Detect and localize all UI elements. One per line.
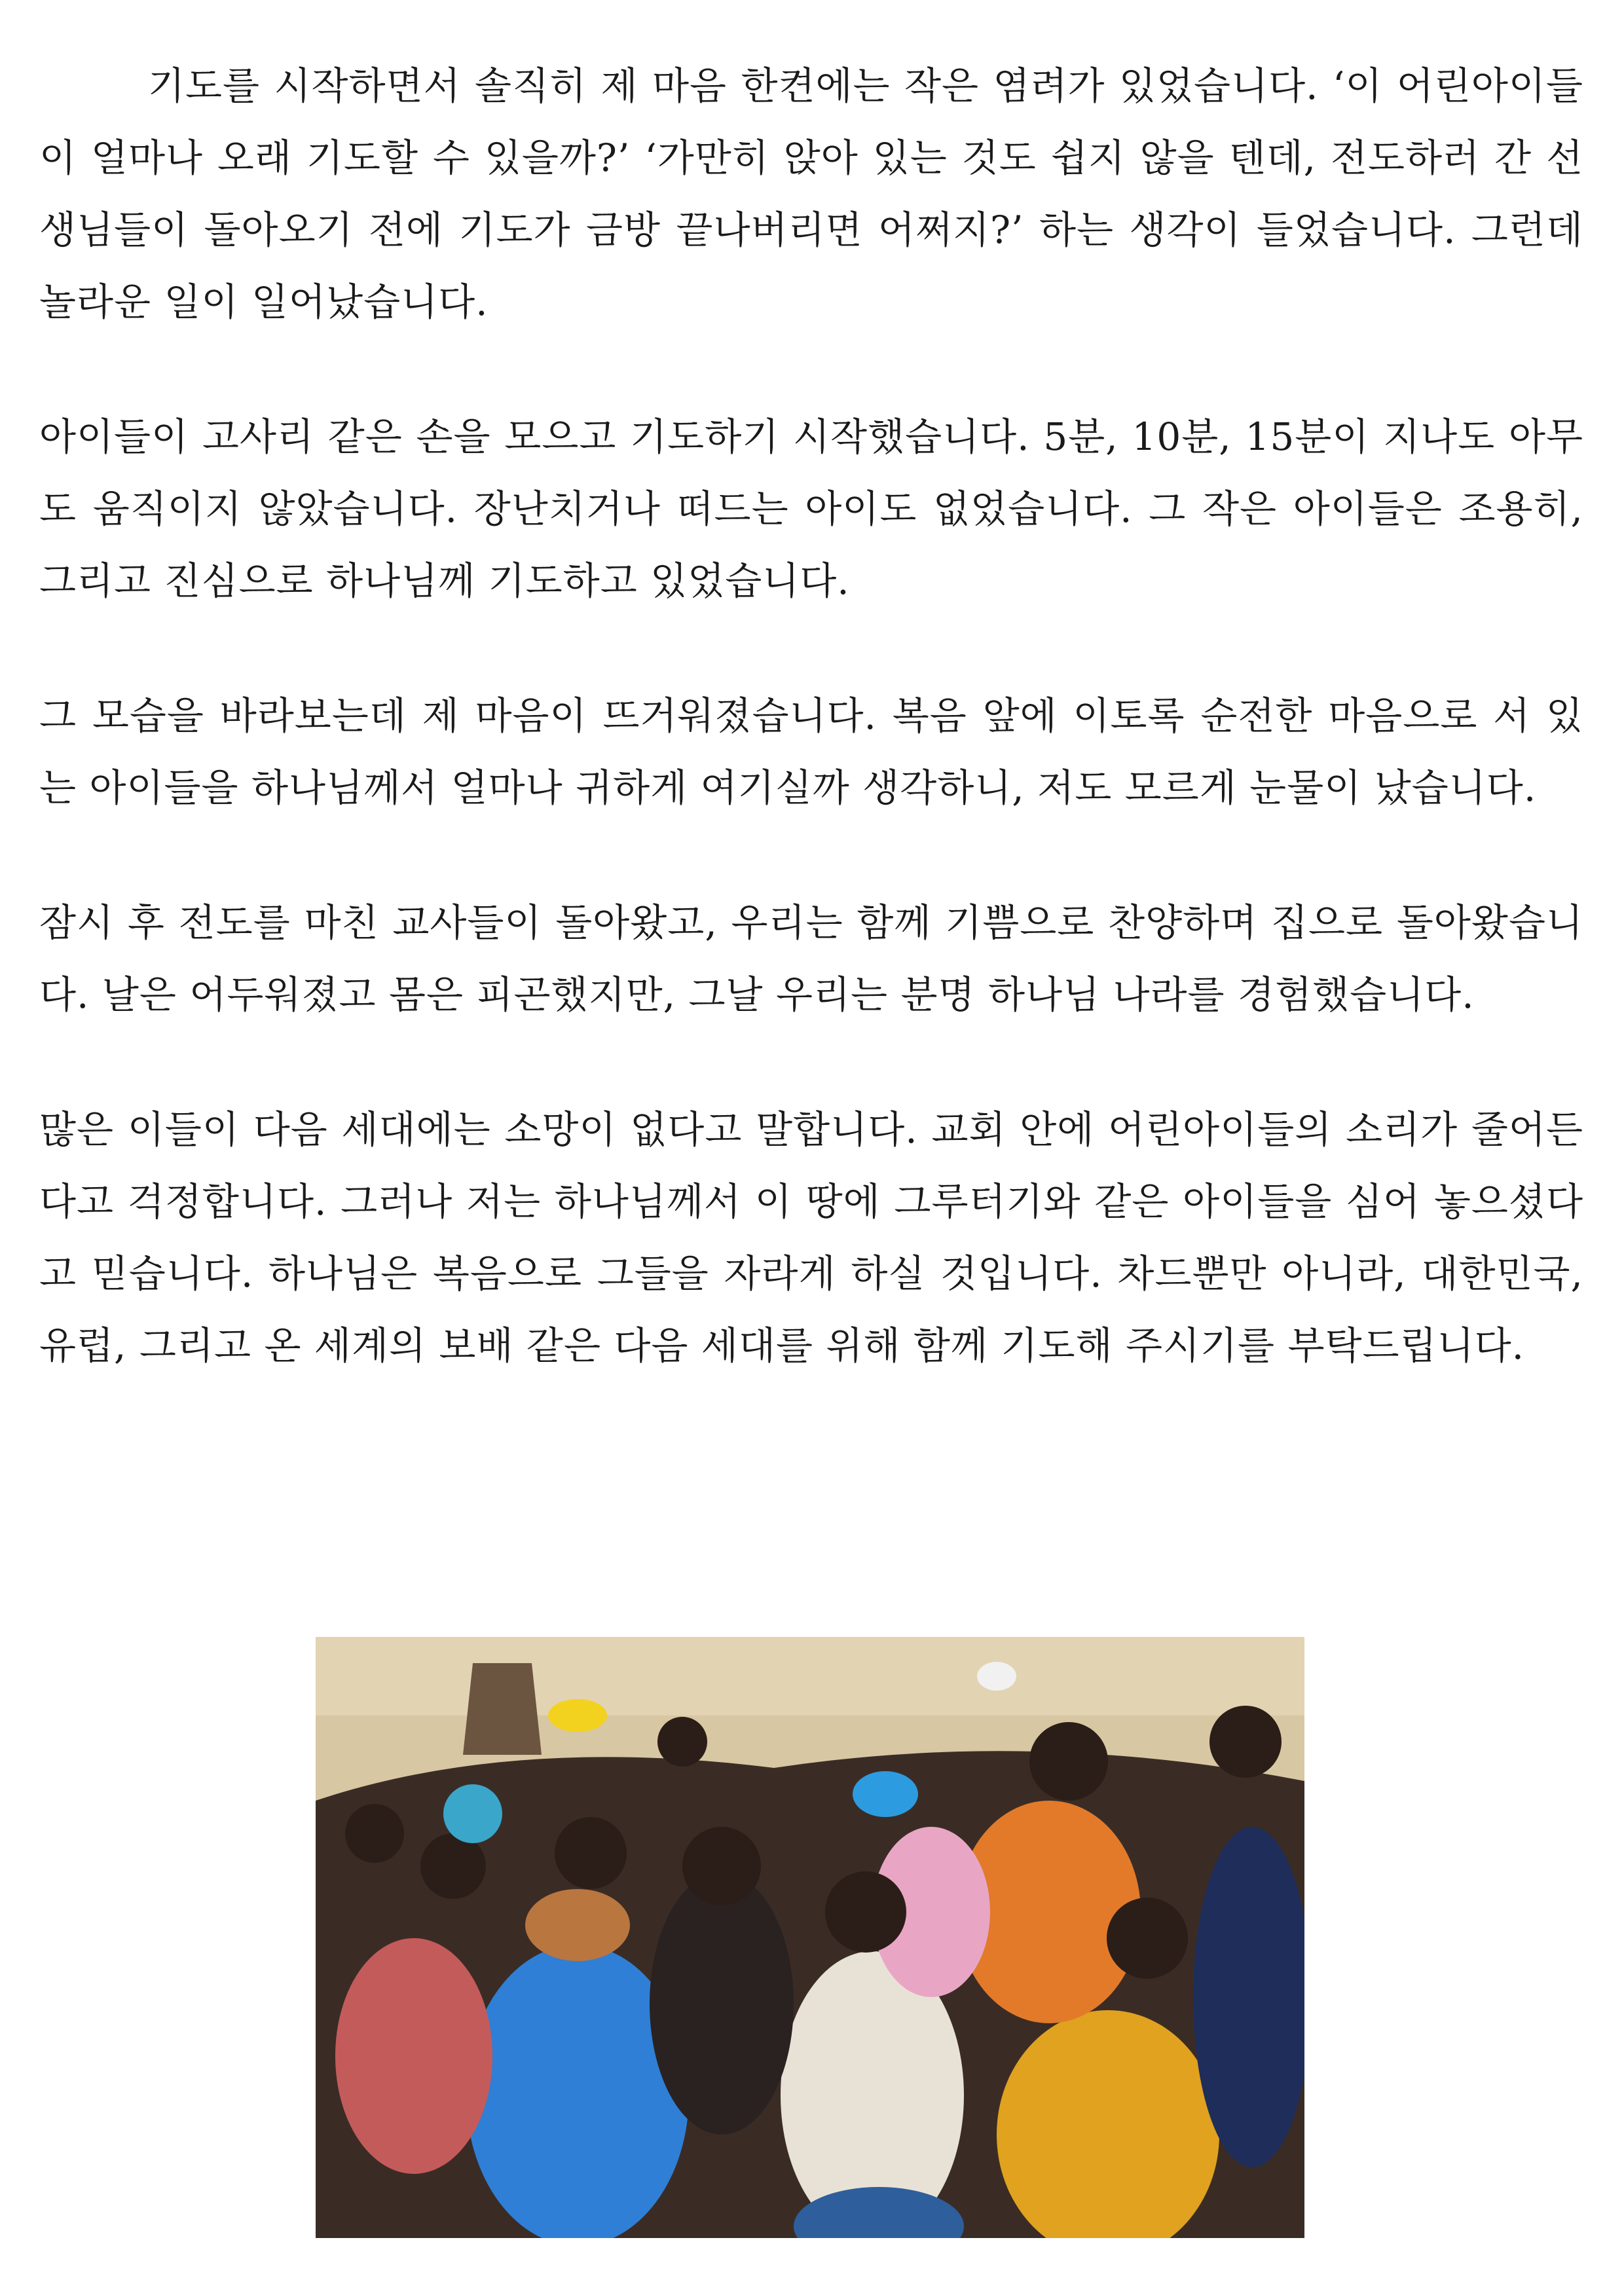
- children-group-photo: [316, 1637, 1304, 2238]
- photo-illustration: [316, 1637, 1304, 2238]
- article-body: [39, 50, 1583, 1444]
- paragraph-3: 그 모습을 바라보는데 제 마음이 뜨거워졌습니다. 복음 앞에 이토록 순전한 마음으로 서 있는 아이들을 하나님께서 얼마나 귀하게 여기실까 생각하니, 저도 모르게 눈물이 났습니다.: [39, 693, 1583, 810]
- paragraph-5: 많은 이들이 다음 세대에는 소망이 없다고 말합니다. 교회 안에 어린아이들의 소리가 줄어든다고 걱정합니다. 그러나 저는 하나님께서 이 땅에 그루터기와 같은 아이들을 심어 놓으셨다고 믿습니다. 하나님은 복음으로 그들을 자라게 하실 것입니다. 차드뿐만 아니라, 대한민국, 유럽, 그리고 온 세계의 보배 같은 다음 세대를 위해 함께 기도해 주시기를 부탁드립니다.: [39, 1107, 1583, 1368]
- paragraph-4: 잠시 후 전도를 마친 교사들이 돌아왔고, 우리는 함께 기쁨으로 찬양하며 집으로 돌아왔습니다. 날은 어두워졌고 몸은 피곤했지만, 그날 우리는 분명 하나님 나라를 경험했습니다.: [39, 900, 1583, 1017]
- paragraph-1: 기도를 시작하면서 솔직히 제 마음 한켠에는 작은 염려가 있었습니다. ‘이 어린아이들이 얼마나 오래 기도할 수 있을까?’ ‘가만히 앉아 있는 것도 쉽지 않을 텐데, 전도하러 간 선생님들이 돌아오기 전에 기도가 금방 끝나버리면 어쩌지?’ 하는 생각이 들었습니다. 그런데 놀라운 일이 일어났습니다.: [39, 64, 1583, 324]
- paragraph-2: 아이들이 고사리 같은 손을 모으고 기도하기 시작했습니다. 5분, 10분, 15분이 지나도 아무도 움직이지 않았습니다. 장난치거나 떠드는 아이도 없었습니다. 그 작은 아이들은 조용히, 그리고 진심으로 하나님께 기도하고 있었습니다.: [39, 414, 1583, 603]
